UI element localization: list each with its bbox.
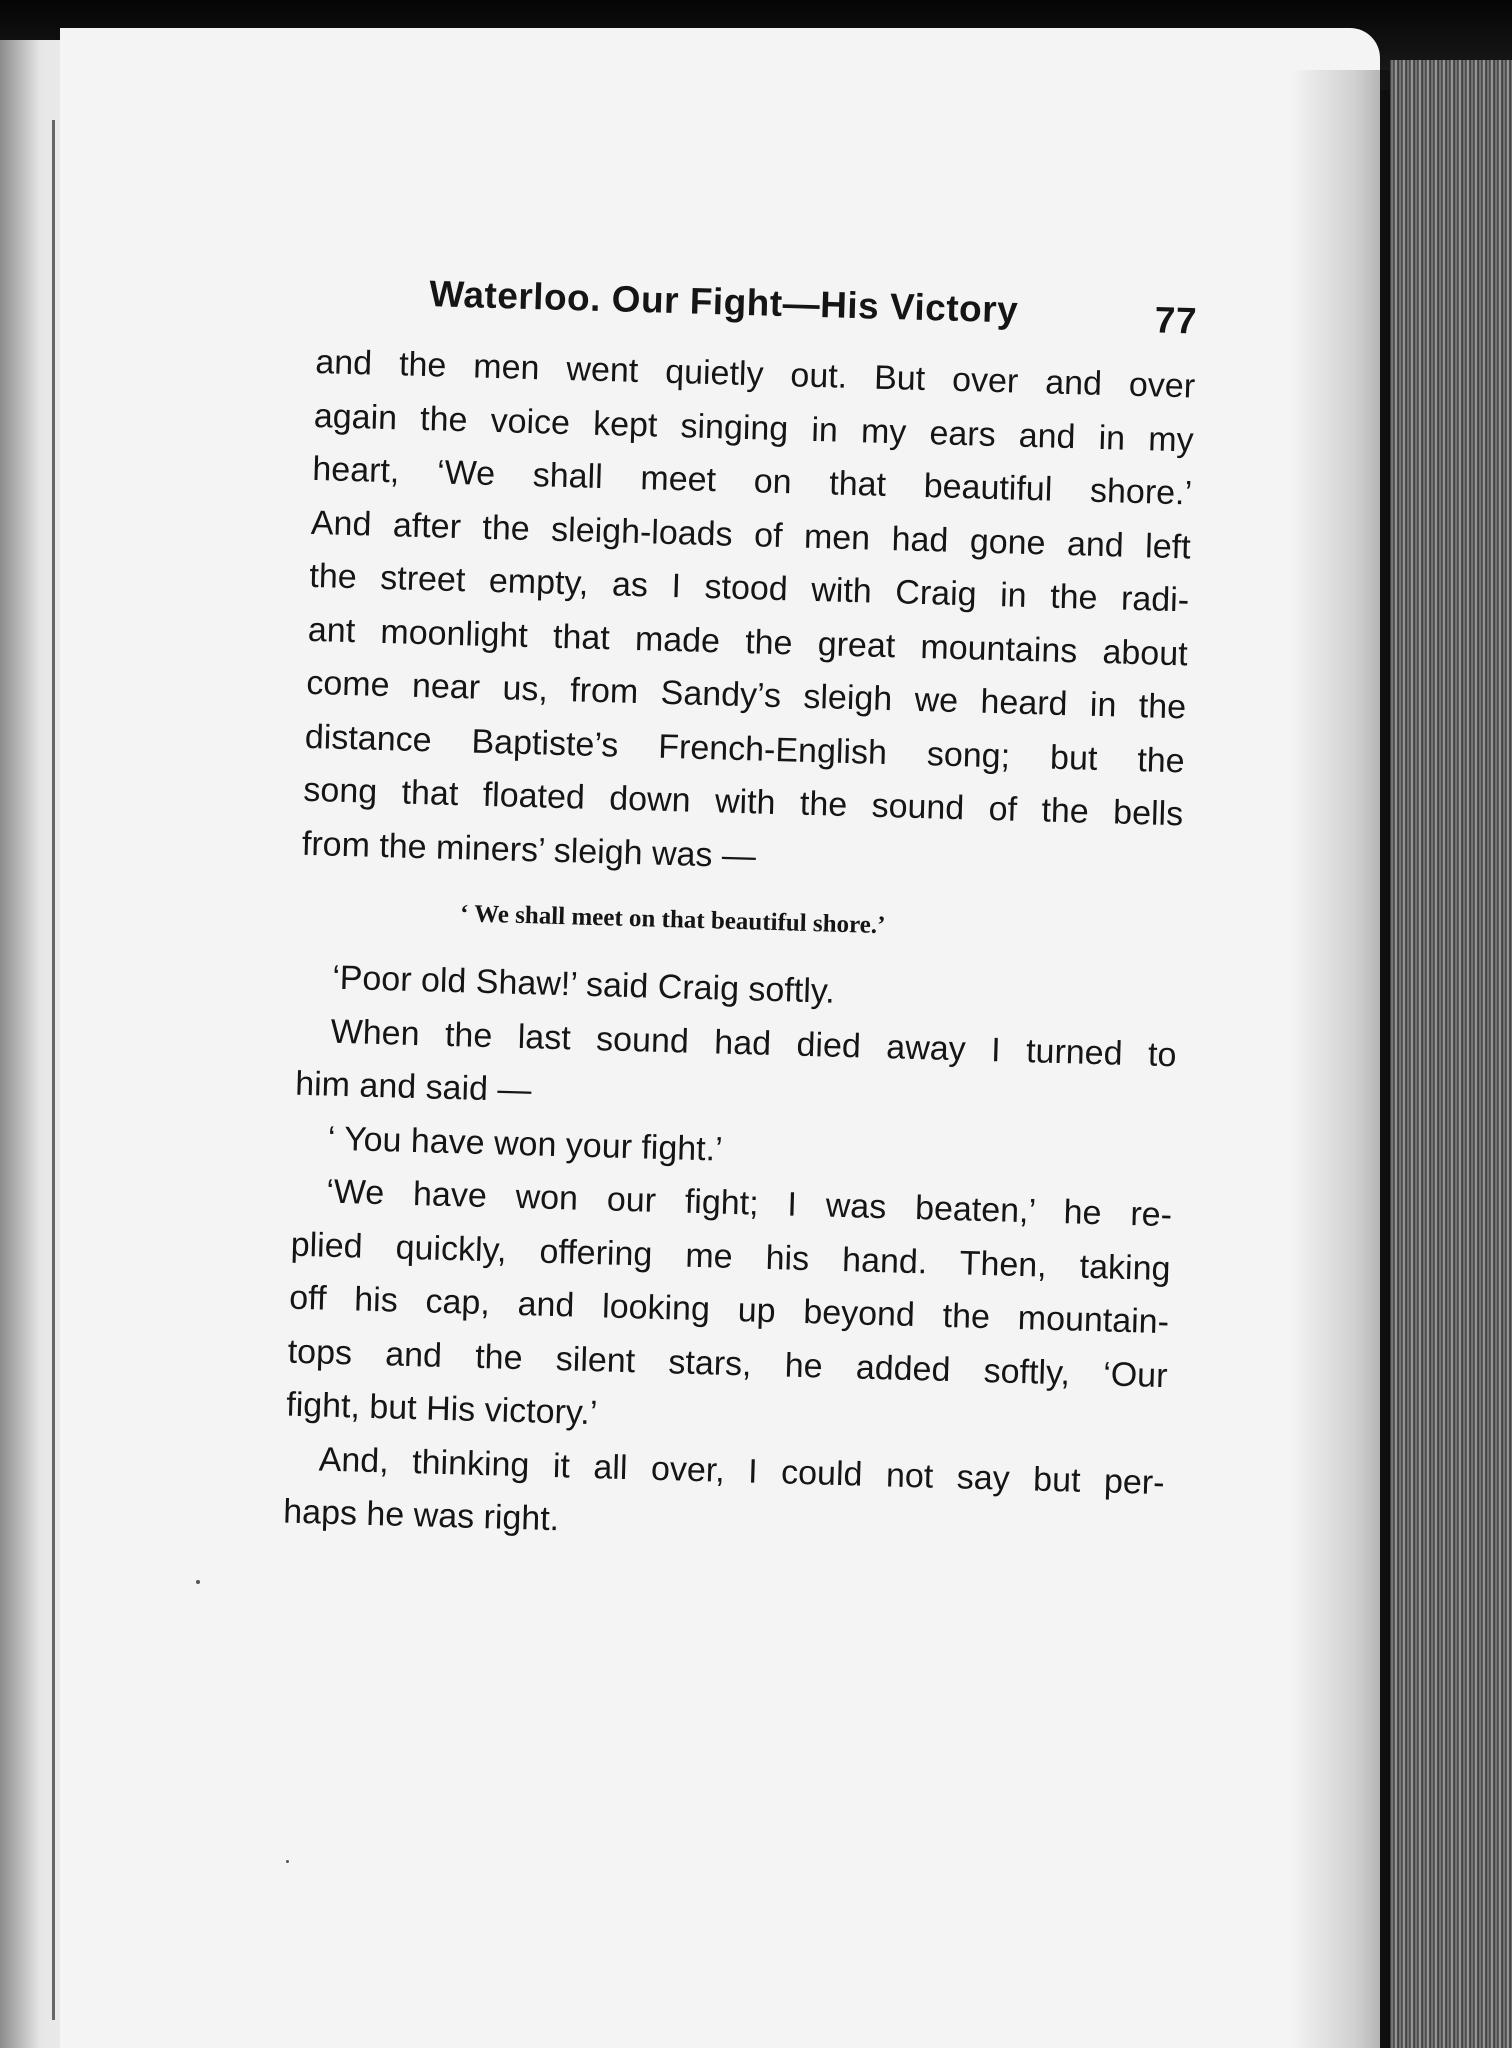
paragraph-1: [301, 336, 1196, 895]
page-curl-shadow: [1290, 70, 1400, 2048]
text-line: plied quickly, offering me his hand. Then, taking: [290, 1225, 1171, 1288]
text-line: song that floated down with the sound of the bells: [302, 770, 1184, 834]
paragraph-2: [283, 951, 1179, 1564]
text-line: come near us, from Sandy’s sleigh we heard in the: [305, 663, 1187, 727]
dust-speck: [196, 1580, 200, 1584]
text-line: from the miners’ sleigh was —: [301, 824, 757, 875]
text-line: ‘We have won our fight; I was beaten,’ he re-: [325, 1172, 1173, 1235]
text-line: When the last sound had died away I turned to: [330, 1012, 1177, 1074]
text-line: heart, ‘We shall meet on that beautiful shore.’: [311, 449, 1193, 513]
book-fore-edge: [1390, 60, 1512, 2048]
text-line: off his cap, and looking up beyond the mountain-: [288, 1278, 1170, 1342]
text-line: again the voice kept singing in my ears and in my: [313, 396, 1195, 460]
text-line: the street empty, as I stood with Craig in the radi-: [308, 556, 1190, 620]
page-number: 77: [1154, 299, 1198, 342]
page-text: [283, 270, 1198, 1564]
text-line: ant moonlight that made the great mountains about: [307, 610, 1189, 673]
song-quote: ‘ We shall meet on that beautiful shore.’: [459, 900, 886, 940]
text-line: distance Baptiste’s French-English song; but the: [304, 717, 1186, 780]
text-line: and the men went quietly out. But over and over: [314, 342, 1196, 406]
text-line: tops and the silent stars, he added softly, ‘Our: [287, 1332, 1168, 1395]
text-line: ‘Poor old Shaw!’ said Craig softly.: [331, 958, 836, 1011]
text-line: And, thinking it all over, I could not say but per-: [318, 1439, 1166, 1502]
text-line: him and said —: [294, 1064, 532, 1110]
running-head-title: Waterloo. Our Fight—His Victory: [428, 273, 1019, 331]
text-line: haps he was right.: [282, 1492, 560, 1539]
text-line: fight, but His victory.’: [285, 1385, 598, 1433]
text-line: ‘ You have won your fight.’: [327, 1119, 724, 1169]
dust-speck: [286, 1860, 289, 1863]
text-line: And after the sleigh-loads of men had gone and left: [310, 503, 1192, 566]
gutter-line: [52, 120, 55, 2020]
